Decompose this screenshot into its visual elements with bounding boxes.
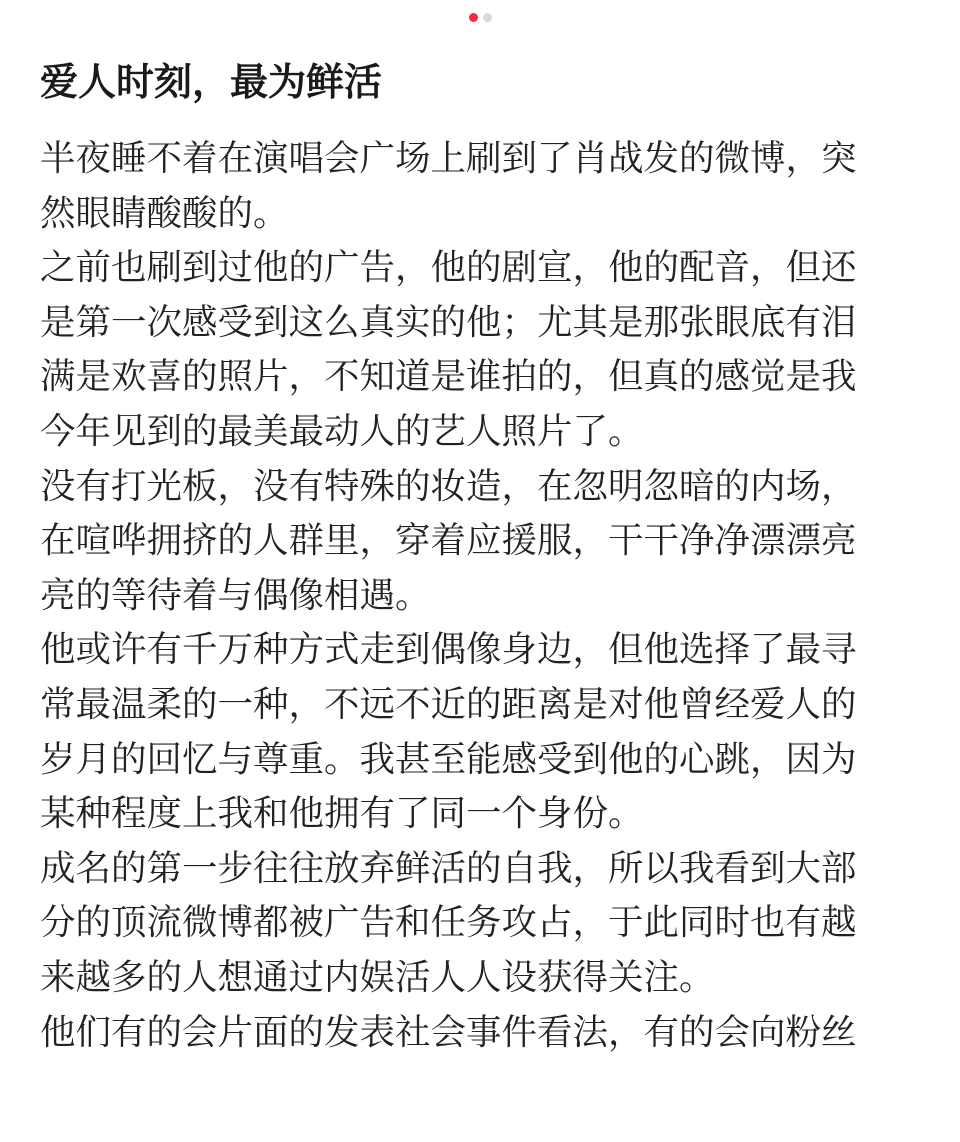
body-line: 半夜睡不着在演唱会广场上刷到了肖战发的微博，突 — [40, 138, 857, 179]
body-line: 满是欢喜的照片，不知道是谁拍的，但真的感觉是我 — [40, 356, 857, 398]
body-line: 成名的第一步往往放弃鲜活的自我，所以我看到大部 — [40, 847, 857, 889]
body-line: 他或许有千万种方式走到偶像身边，但他选择了最寻 — [40, 629, 857, 671]
body-line: 岁月的回忆与尊重。我甚至能感受到他的心跳，因为 — [40, 738, 857, 780]
body-line: 没有打光板，没有特殊的妆造，在忽明忽暗的内场， — [40, 465, 857, 507]
body-line: 亮的等待着与偶像相遇。 — [40, 574, 431, 616]
body-line: 在喧哗拥挤的人群里，穿着应援服，干干净净漂漂亮 — [40, 520, 857, 562]
body-line: 分的顶流微博都被广告和任务攻占，于此同时也有越 — [40, 902, 857, 944]
body-line: 今年见到的最美最动人的艺人照片了。 — [40, 410, 644, 452]
body-line: 是第一次感受到这么真实的他；尤其是那张眼底有泪 — [40, 301, 857, 343]
pager-dot-active — [469, 13, 478, 22]
body-line: 然眼睛酸酸的。 — [40, 192, 289, 234]
pager-dot — [483, 13, 492, 22]
body-line: 常最温柔的一种，不远不近的距离是对他曾经爱人的 — [40, 683, 857, 725]
note-body — [40, 132, 920, 1060]
body-line: 他们有的会片面的发表社会事件看法，有的会向粉丝 — [40, 1011, 857, 1053]
body-line: 某种程度上我和他拥有了同一个身份。 — [40, 793, 644, 835]
body-line: 来越多的人想通过内娱活人人设获得关注。 — [40, 956, 715, 998]
body-line: 之前也刷到过他的广告，他的剧宣，他的配音，但还 — [40, 247, 857, 289]
image-pager-indicator — [0, 13, 960, 23]
note-title: 爱人时刻，最为鲜活 — [40, 60, 383, 104]
